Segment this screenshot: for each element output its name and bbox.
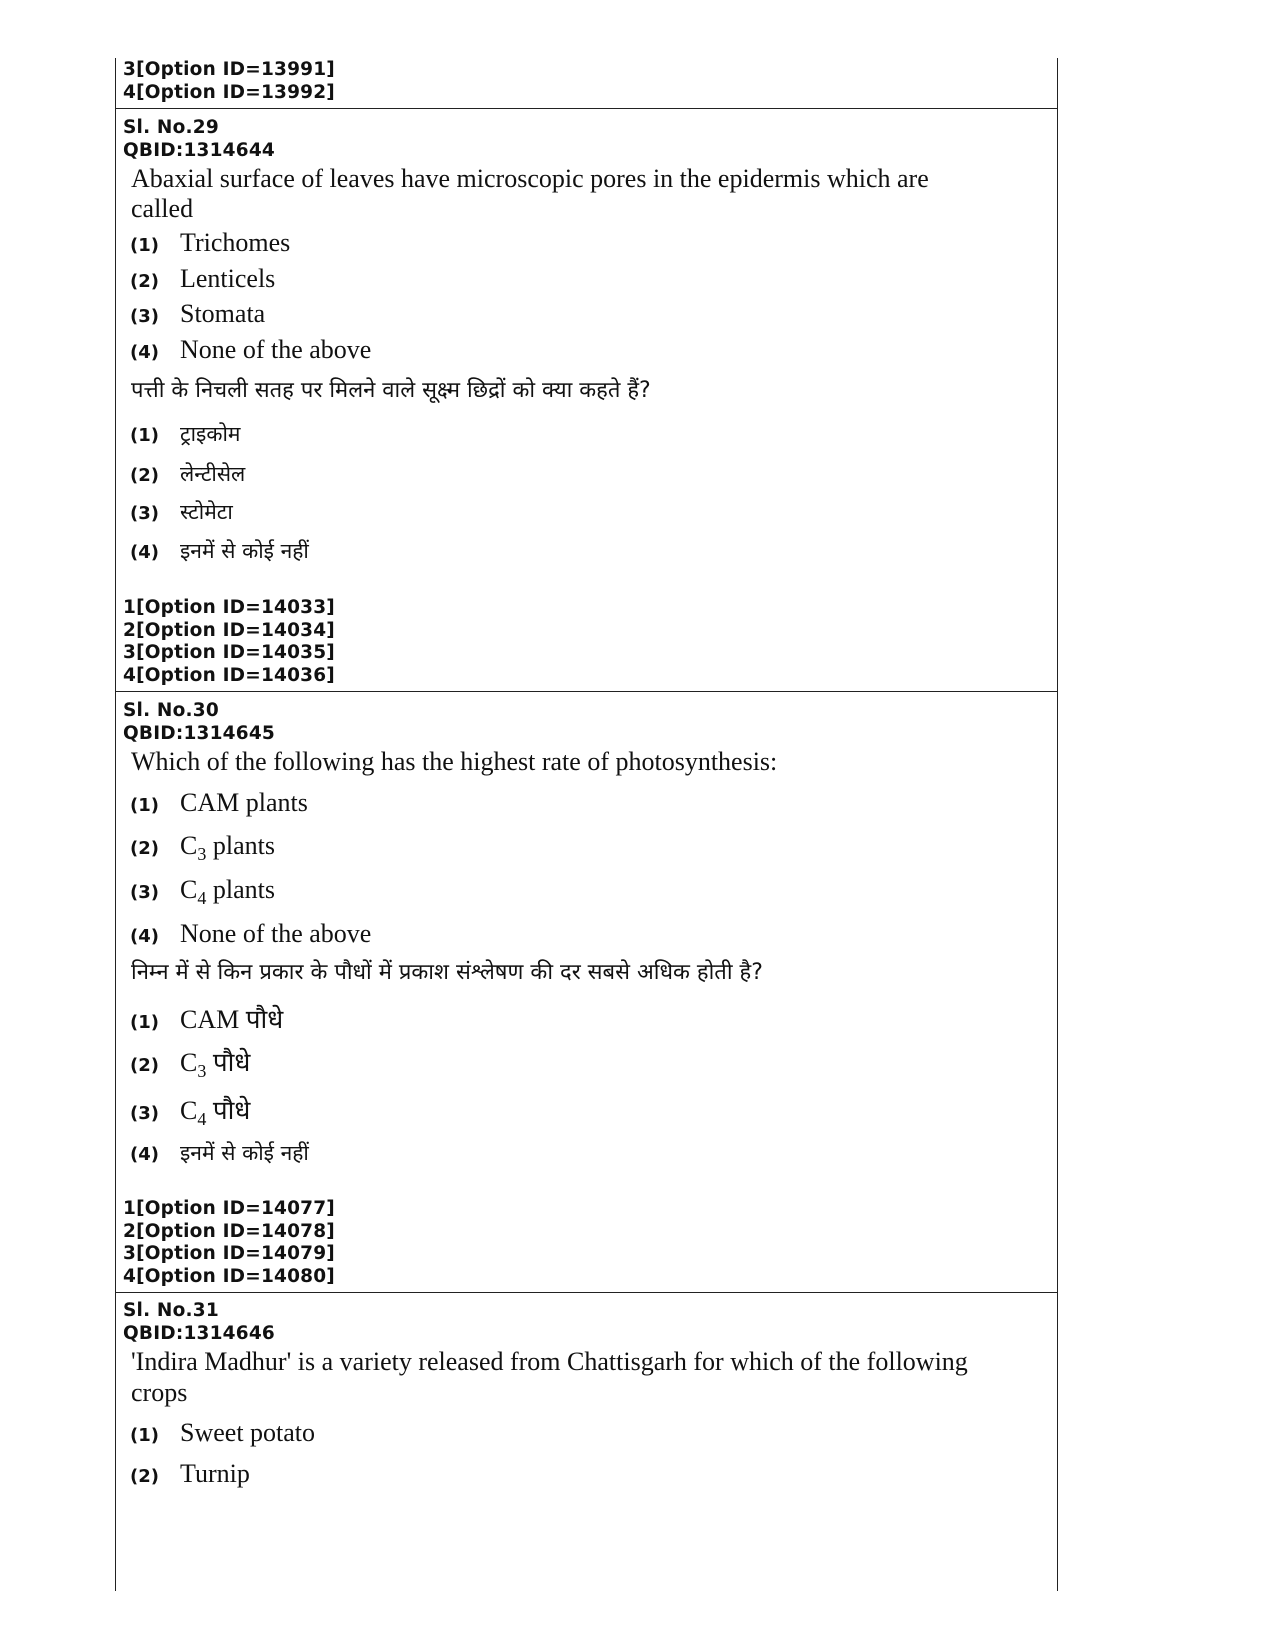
option-en [130,335,371,365]
option-number: (1) [130,1425,159,1446]
serial-number: Sl. No.30 [123,700,219,721]
question-text-en: Abaxial surface of leaves have microscopic pores in the epidermis which are [131,164,929,193]
option-text: $C_4$ पौधे [180,1096,251,1129]
option-id-line: 3[Option ID=13991] [123,59,335,80]
option-number: (2) [130,465,159,486]
option-number: (3) [130,306,159,327]
option-id-line: 1[Option ID=14077] [123,1198,335,1219]
option-id-line: 2[Option ID=14078] [123,1221,335,1242]
option-number: (2) [130,838,159,859]
question-text-hi: पत्ती के निचली सतह पर मिलने वाले सूक्ष्म छिद्रों को क्या कहते हैं? [131,378,651,403]
option-en [130,1459,250,1489]
option-hi [130,1043,250,1079]
option-id-line: 4[Option ID=13992] [123,82,335,103]
option-hi [130,537,309,565]
option-text: None of the above [180,919,372,948]
row-divider [115,1292,1058,1293]
option-number: (3) [130,503,159,524]
option-id-line: 3[Option ID=14079] [123,1243,335,1264]
option-hi [130,1139,309,1167]
option-id-line: 4[Option ID=14036] [123,665,335,686]
option-id-line: 2[Option ID=14034] [123,620,335,641]
option-en [130,788,308,818]
option-text: Turnip [180,1459,250,1488]
qbid: QBID:1314646 [123,1323,275,1344]
qbid: QBID:1314645 [123,723,275,744]
option-number: (4) [130,342,159,363]
option-number: (1) [130,235,159,256]
option-number: (4) [130,926,159,947]
option-text: इनमें से कोई नहीं [180,539,309,563]
option-text: None of the above [180,335,372,364]
question-text-en: 'Indira Madhur' is a variety released from Chattisgarh for which of the following [131,1347,968,1376]
question-text-en-continued: called [131,194,194,223]
option-number: (2) [130,1466,159,1487]
option-en [130,875,275,908]
option-number: (2) [130,271,159,292]
option-hi [130,498,233,526]
question-text-en: Which of the following has the highest rate of photosynthesis: [131,747,778,776]
option-hi [130,1000,283,1036]
option-text: $C_3$ पौधे [180,1048,251,1081]
option-number: (1) [130,795,159,816]
option-text: $C_4$ plants [180,875,275,908]
option-text: स्टोमेटा [180,500,233,524]
option-en [130,299,265,329]
option-number: (2) [130,1055,159,1076]
option-id-line: 1[Option ID=14033] [123,597,335,618]
option-text: लेन्टीसेल [180,462,246,486]
option-en [130,919,371,949]
option-hi [130,420,240,448]
option-id-line: 4[Option ID=14080] [123,1266,335,1287]
option-en [130,831,275,864]
row-divider [115,691,1058,692]
option-number: (4) [130,1144,159,1165]
option-number: (1) [130,425,159,446]
option-id-line: 3[Option ID=14035] [123,642,335,663]
option-text: Sweet potato [180,1418,316,1447]
option-text: इनमें से कोई नहीं [180,1141,309,1165]
option-en [130,228,290,258]
question-text-en-continued: crops [131,1378,188,1407]
option-text: CAM plants [180,788,308,817]
option-text: Stomata [180,299,266,328]
option-text: Trichomes [180,228,291,257]
option-number: (3) [130,1103,159,1124]
option-hi [130,460,245,488]
option-text: $C_3$ plants [180,831,275,864]
option-number: (1) [130,1012,159,1033]
qbid: QBID:1314644 [123,140,275,161]
row-divider [115,108,1058,109]
option-number: (3) [130,882,159,903]
serial-number: Sl. No.31 [123,1300,219,1321]
serial-number: Sl. No.29 [123,117,219,138]
question-text-hi: निम्न में से किन प्रकार के पौधों में प्रकाश संश्लेषण की दर सबसे अधिक होती है? [131,960,763,985]
option-text: ट्राइकोम [180,422,241,446]
option-number: (4) [130,542,159,563]
option-text: CAM पौधे [180,1005,284,1034]
option-text: Lenticels [180,264,276,293]
option-en [130,264,275,294]
option-hi [130,1091,250,1127]
option-en [130,1418,315,1448]
